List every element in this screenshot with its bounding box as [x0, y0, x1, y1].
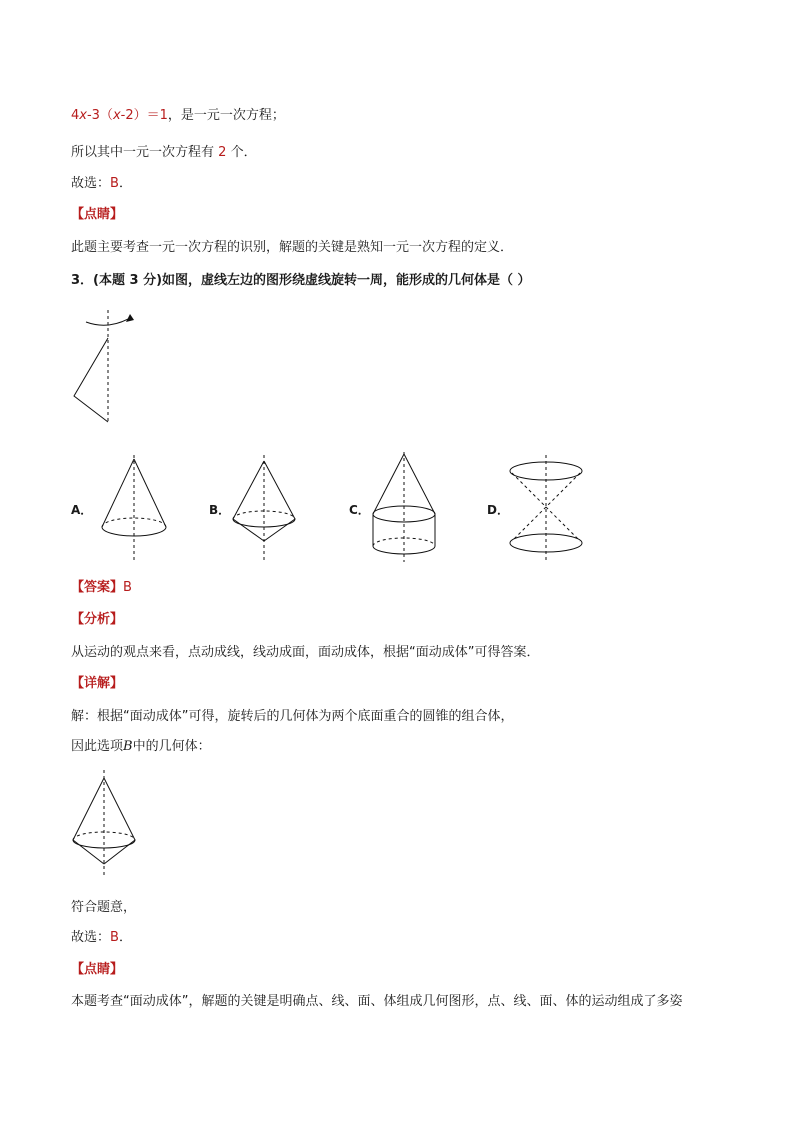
- comment-text-1: 此题主要考查一元一次方程的识别，解题的关键是熟知一元一次方程的定义．: [71, 240, 514, 255]
- question-3: 3．(本题 3 分)如图，虚线左边的图形绕虚线旋转一周，能形成的几何体是（ ）: [71, 273, 531, 288]
- choice-line-2: [71, 929, 132, 947]
- eq-var: x: [79, 108, 87, 123]
- detail-var: B: [123, 739, 133, 754]
- summary-line: [71, 144, 257, 162]
- choice-suffix: ．: [118, 930, 132, 945]
- detail-suffix: 中的几何体：: [132, 739, 211, 754]
- summary-count: 2: [218, 145, 227, 160]
- detail-prefix: 因此选项: [71, 739, 124, 754]
- choice-prefix: 故选：: [71, 176, 111, 191]
- detail-text-2: [71, 738, 211, 756]
- detail-heading: 【详解】: [71, 676, 124, 691]
- eq-part: -2）＝1: [120, 108, 168, 123]
- analysis-text: 从运动的观点来看，点动成线，线动成面，面动成体，根据“面动成体”可得答案．: [71, 645, 540, 660]
- eq-var: x: [112, 108, 121, 123]
- comment-text-2: 本题考查“面动成体”，解题的关键是明确点、线、面、体组成几何图形，点、线、面、体的运动组成了多姿: [71, 994, 683, 1009]
- answer-figure-double-cone: [70, 770, 140, 880]
- choice-prefix: 故选：: [71, 930, 111, 945]
- option-b-label: B．: [209, 503, 231, 517]
- equation-line: [71, 107, 285, 125]
- choice-answer: B: [110, 176, 119, 191]
- eq-part: -3（: [86, 108, 113, 123]
- summary-text: 个．: [230, 145, 257, 160]
- option-a-label: A．: [71, 503, 93, 517]
- answer-value: B: [123, 580, 132, 595]
- choice-suffix: ．: [118, 176, 132, 191]
- option-d-hourglass: [508, 455, 588, 565]
- fit-text: 符合题意，: [71, 900, 137, 915]
- choice-answer: B: [110, 930, 119, 945]
- eq-tail: ，是一元一次方程；: [167, 108, 285, 123]
- choice-line: [71, 175, 132, 193]
- option-c-cone-cylinder: [370, 452, 442, 564]
- option-c-label: C．: [349, 503, 370, 517]
- option-d-label: D．: [487, 503, 509, 517]
- detail-text-1: 解：根据“面动成体”可得，旋转后的几何体为两个底面重合的圆锥的组合体，: [71, 709, 514, 724]
- answer-line: [71, 579, 132, 597]
- eq-part: 4: [71, 108, 80, 123]
- summary-text: 所以其中一元一次方程有: [71, 145, 215, 160]
- option-b-double-cone: [228, 455, 300, 565]
- analysis-heading: 【分析】: [71, 612, 124, 627]
- option-a-cone: [100, 455, 170, 565]
- question-figure: [70, 310, 150, 430]
- comment-heading-1: 【点睛】: [71, 207, 124, 222]
- comment-heading-2: 【点睛】: [71, 962, 124, 977]
- answer-label: 【答案】: [71, 580, 124, 595]
